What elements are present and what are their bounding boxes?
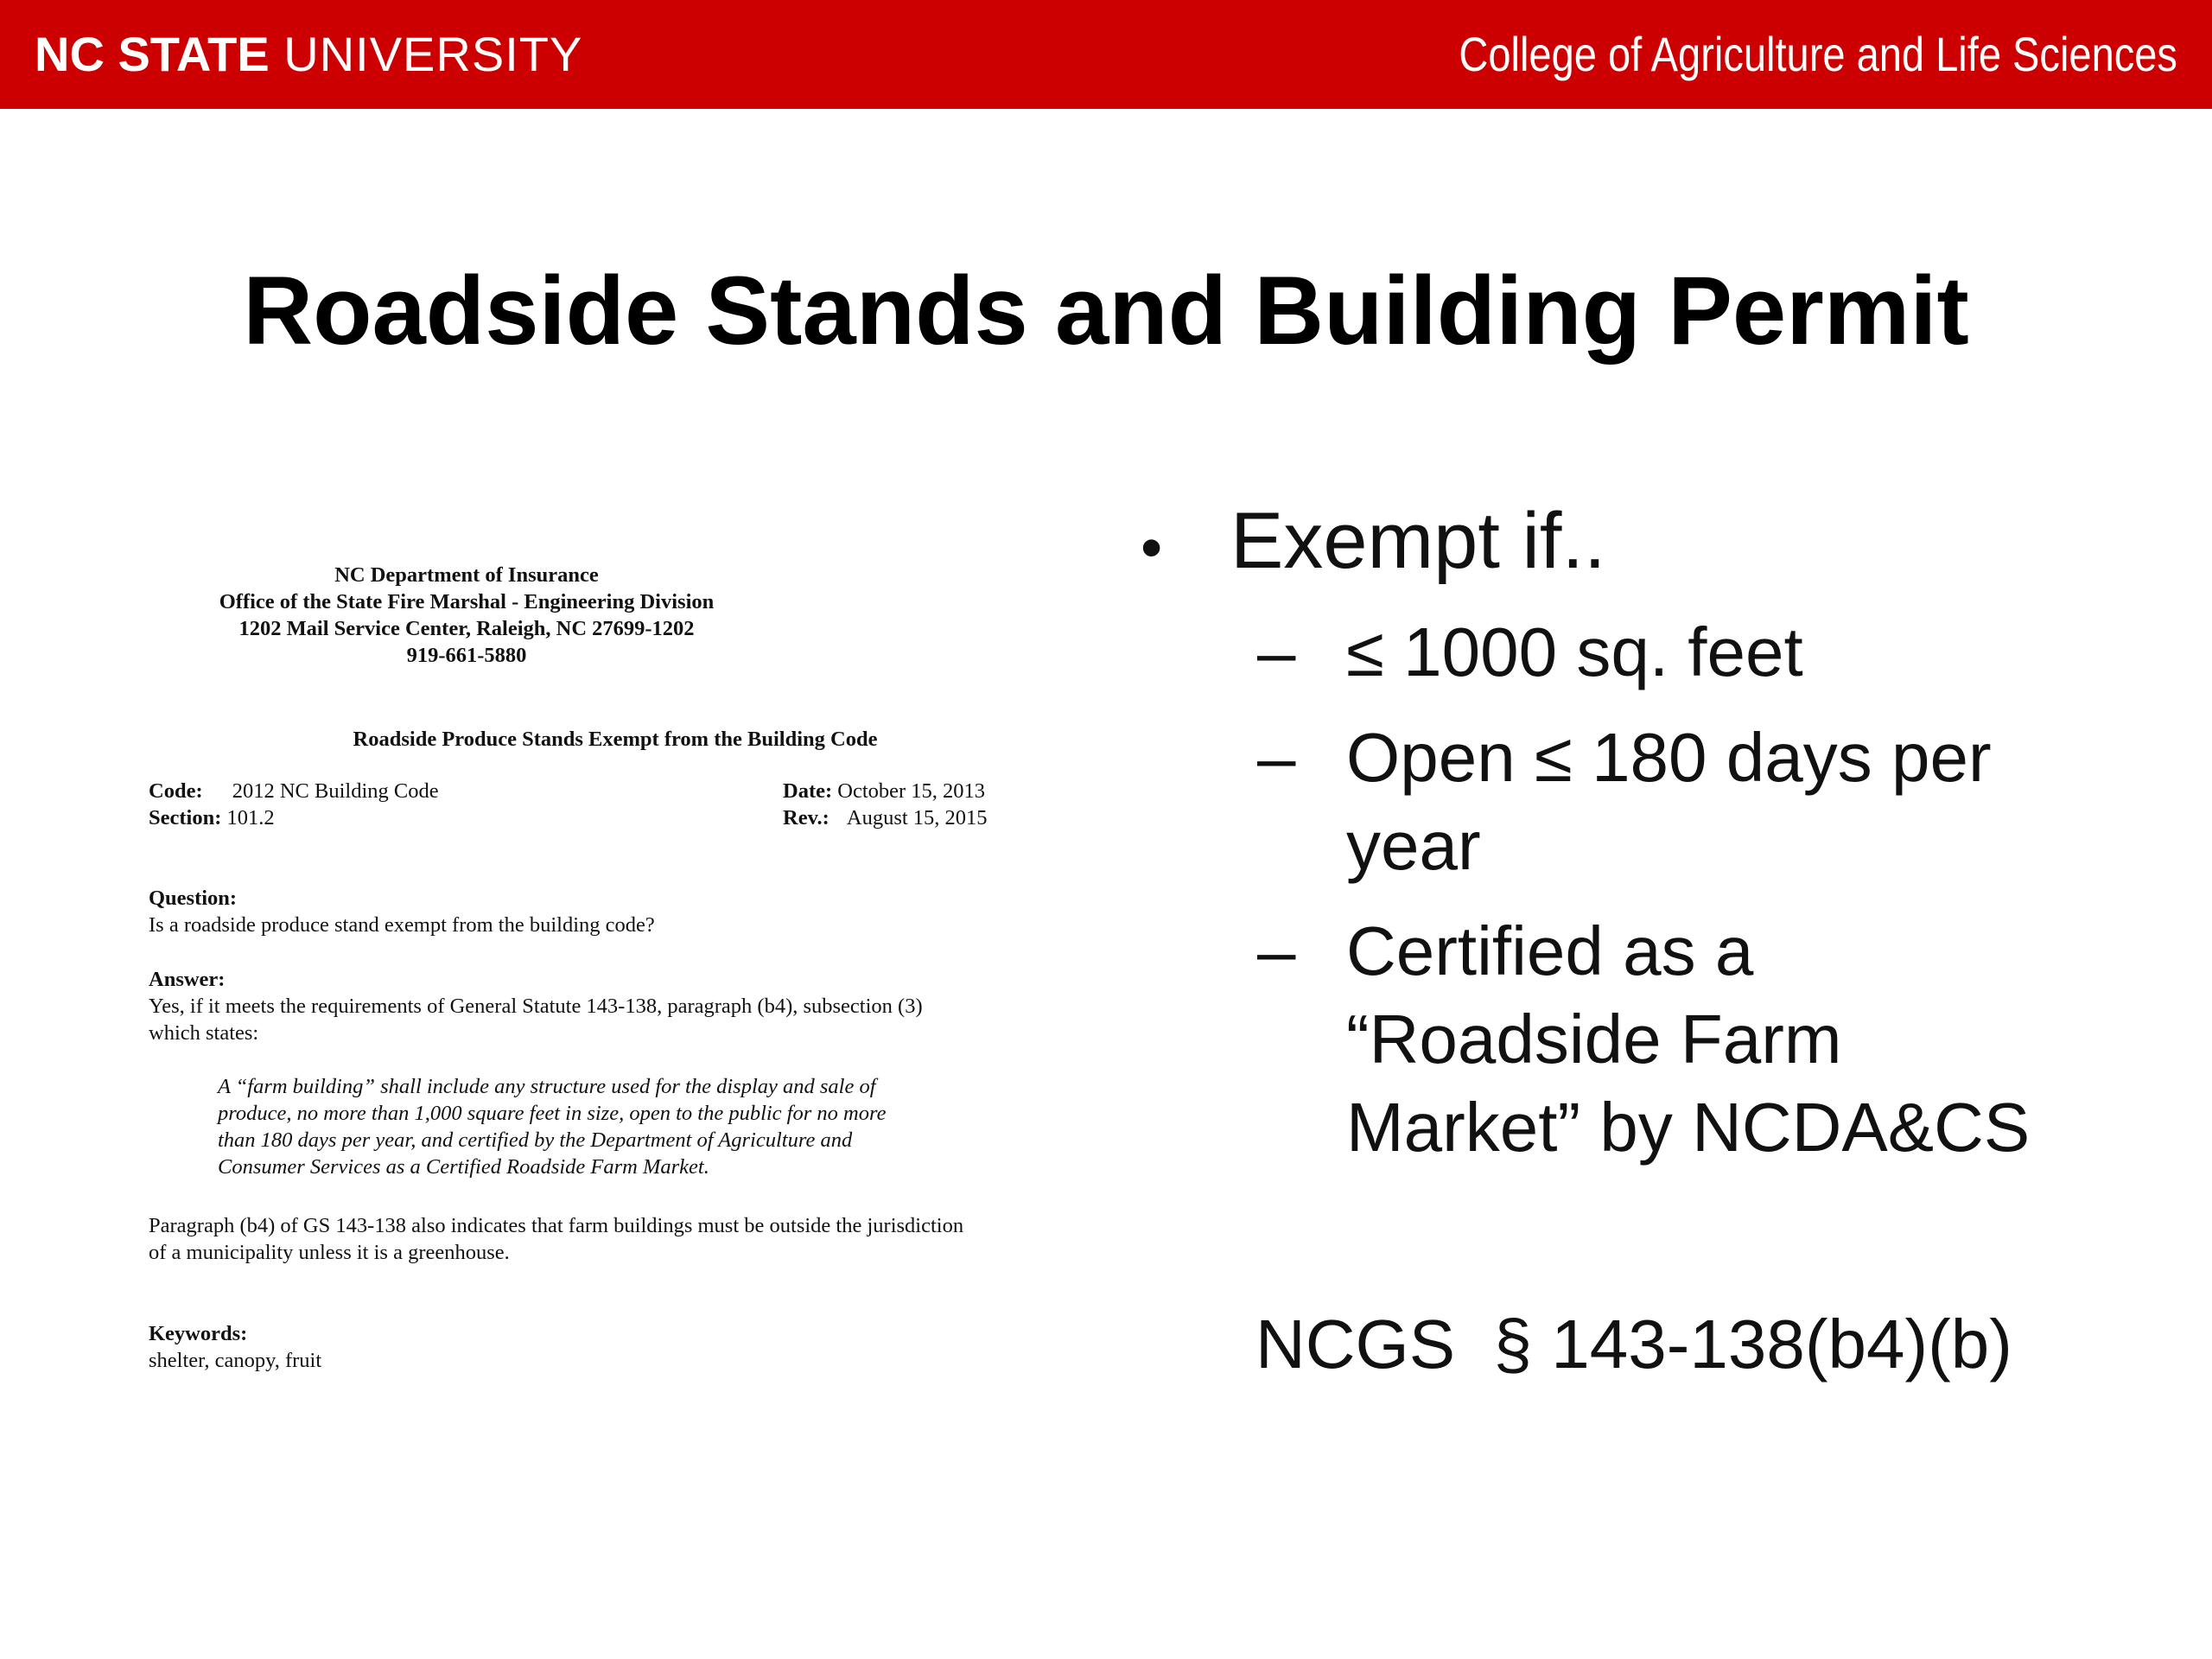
quote-line: than 180 days per year, and certified by the Department of Agriculture and — [218, 1128, 853, 1152]
dash-marker: – — [1257, 719, 1296, 796]
statute-citation: NCGS § 143-138(b4)(b) — [1255, 1306, 2012, 1382]
org-line: Office of the State Fire Marshal - Engineering Division — [219, 590, 715, 613]
brand-strong: NC STATE — [35, 27, 270, 81]
sub-bullet-text: Open ≤ 180 days per — [1346, 719, 1992, 796]
rev-label: Rev.: — [783, 806, 830, 830]
dash-marker: – — [1257, 613, 1296, 690]
bullet-main-text: Exempt if.. — [1230, 497, 1606, 585]
answer-block — [149, 966, 1082, 1046]
paragraph-line: of a municipality unless it is a greenhouse. — [149, 1241, 510, 1264]
keywords-label: Keywords: — [149, 1322, 248, 1345]
sub-bullet-text: “Roadside Farm — [1346, 1001, 1842, 1077]
question-block — [149, 885, 1082, 938]
dash-marker: – — [1257, 912, 1296, 989]
paragraph-block — [149, 1212, 1082, 1266]
quote-line: Consumer Services as a Certified Roadside Farm Market. — [218, 1155, 709, 1179]
document-letterhead — [0, 562, 1071, 669]
date-label: Date: — [783, 779, 833, 803]
org-line: 1202 Mail Service Center, Raleigh, NC 27699-1202 — [238, 617, 695, 640]
answer-line: which states: — [149, 1021, 259, 1045]
org-line: NC Department of Insurance — [334, 563, 599, 587]
date-field — [783, 778, 985, 804]
answer-line: Yes, if it meets the requirements of General Statute 143-138, paragraph (b4), subsection (3) — [149, 995, 923, 1018]
sub-bullet-text: ≤ 1000 sq. feet — [1346, 613, 1803, 690]
sub-bullet-text: Certified as a — [1346, 912, 1754, 989]
code-label: Code: — [149, 779, 203, 803]
sub-bullet-text: Market” by NCDA&CS — [1346, 1089, 2031, 1166]
bullet-dot: • — [1141, 513, 1163, 582]
rev-value: August 15, 2015 — [846, 806, 988, 830]
keywords-block — [149, 1320, 1082, 1374]
org-line: 919-661-5880 — [406, 644, 527, 667]
paragraph-line: Paragraph (b4) of GS 143-138 also indicates that farm buildings must be outside the jurisdiction — [149, 1214, 964, 1237]
sub-bullet-text: year — [1346, 807, 1481, 884]
header-bar — [0, 0, 2212, 109]
question-text: Is a roadside produce stand exempt from the building code? — [149, 913, 655, 937]
date-value: October 15, 2013 — [837, 779, 986, 803]
quote-line: produce, no more than 1,000 square feet in size, open to the public for no more — [218, 1102, 887, 1125]
college-name: College of Agriculture and Life Sciences — [1459, 27, 2177, 81]
university-logo — [35, 26, 582, 83]
section-field — [149, 804, 275, 831]
code-value: 2012 NC Building Code — [232, 779, 439, 803]
document-image — [149, 562, 1065, 1372]
section-value: 101.2 — [226, 806, 275, 830]
brand-light: UNIVERSITY — [283, 27, 583, 81]
section-label: Section: — [149, 806, 222, 830]
question-label: Question: — [149, 887, 238, 910]
quote-line: A “farm building” shall include any structure used for the display and sale of — [218, 1075, 876, 1098]
answer-label: Answer: — [149, 968, 226, 991]
statute-quote — [218, 1073, 1021, 1180]
document-subject: Roadside Produce Stands Exempt from the Building Code — [353, 728, 878, 751]
slide-title: Roadside Stands and Building Permit — [243, 257, 1969, 365]
keywords-text: shelter, canopy, fruit — [149, 1349, 322, 1372]
code-field — [149, 778, 439, 804]
rev-field — [783, 804, 988, 831]
